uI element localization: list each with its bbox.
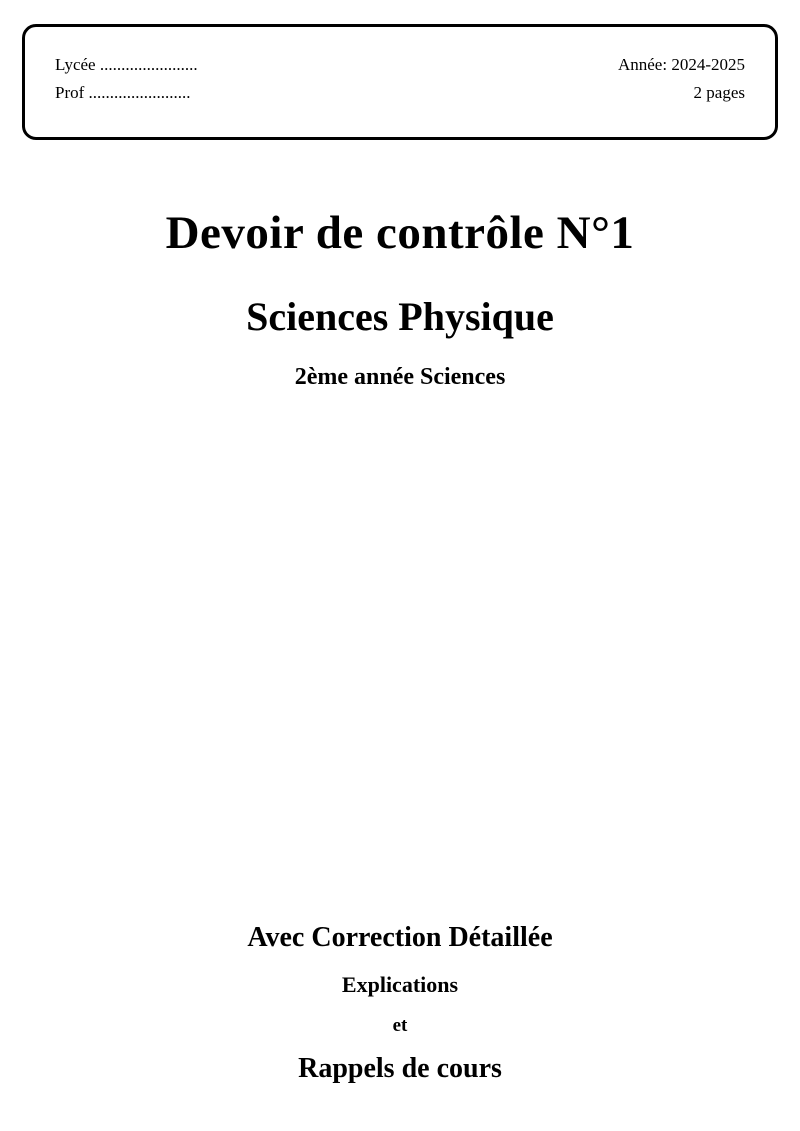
explanations-note: Explications <box>341 972 459 997</box>
title-block <box>0 205 800 393</box>
header-row-school-year <box>55 51 745 79</box>
school-field: Lycée ....................... <box>55 55 198 74</box>
course-reminders-note: Rappels de cours <box>298 1053 502 1084</box>
header-info-rows <box>55 51 745 107</box>
subject-title: Sciences Physique <box>246 294 554 339</box>
correction-note: Avec Correction Détaillée <box>247 922 553 953</box>
teacher-field: Prof ........................ <box>55 83 191 102</box>
level-subtitle: 2ème année Sciences <box>294 364 506 390</box>
header-info-box <box>22 24 778 140</box>
year-field: Année: 2024-2025 <box>617 55 745 74</box>
conjunction-text: et <box>392 1015 408 1036</box>
pages-count: 2 pages <box>693 83 745 102</box>
exam-title: Devoir de contrôle N°1 <box>165 207 635 259</box>
footer-block <box>0 920 800 1088</box>
header-row-teacher-pages <box>55 79 745 107</box>
